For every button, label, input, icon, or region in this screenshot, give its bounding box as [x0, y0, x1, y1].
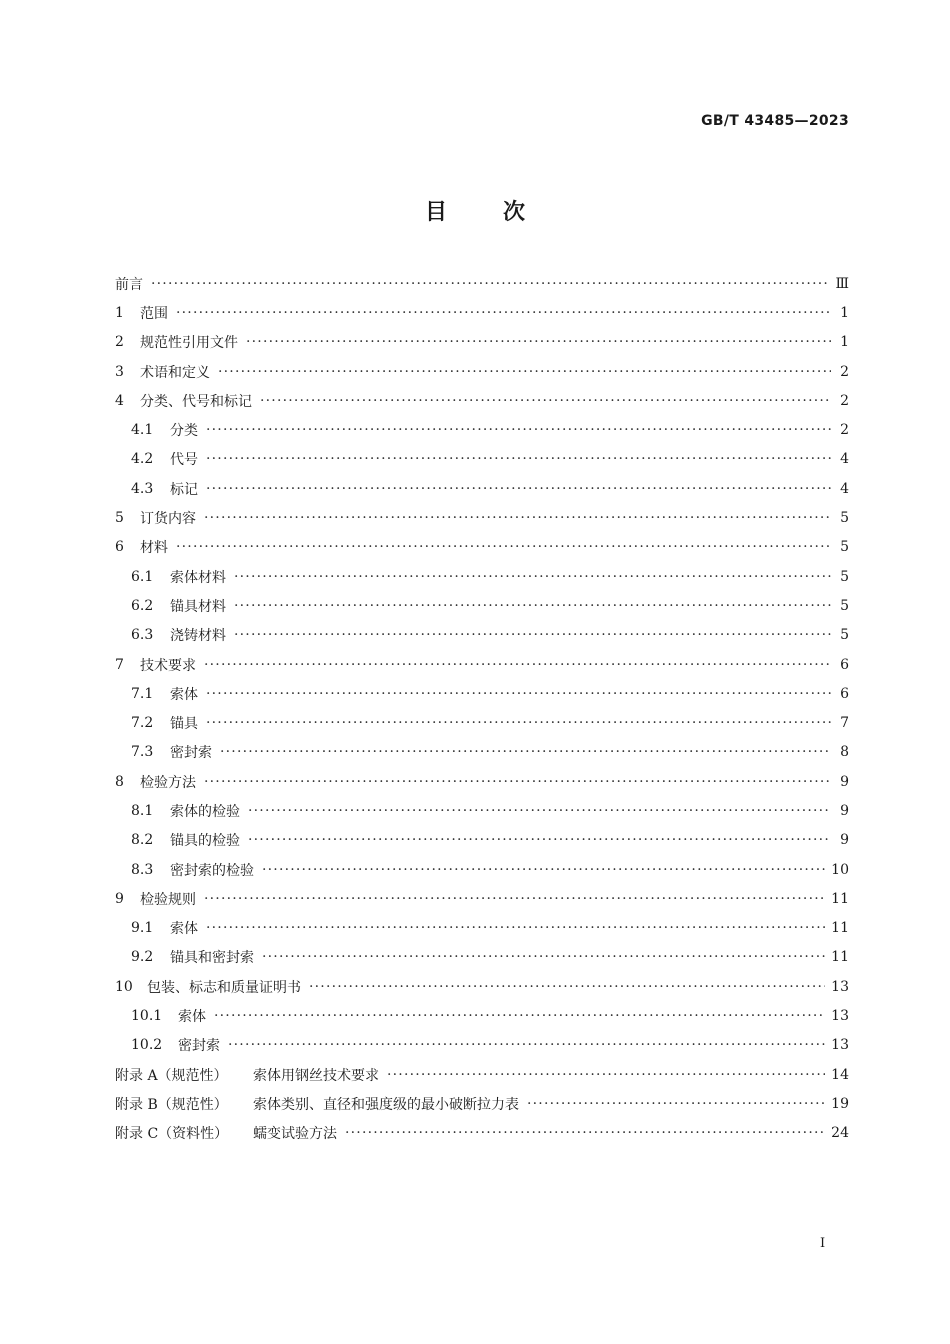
- toc-entry-foreword[interactable]: [115, 269, 849, 298]
- toc-entry-number: 10: [115, 978, 133, 995]
- toc-page-number: 13: [831, 1037, 849, 1054]
- toc-entry-number: 10.1: [131, 1008, 163, 1025]
- toc-dot-leader: [176, 539, 831, 555]
- toc-page-number: 5: [840, 627, 849, 644]
- toc-dot-leader: [218, 364, 831, 380]
- toc-dot-leader: [206, 715, 831, 731]
- toc-entry-label: 锚具: [170, 716, 198, 733]
- toc-dot-leader: [345, 1125, 825, 1141]
- toc-page-number: 4: [840, 480, 849, 497]
- toc-page-number: 2: [840, 422, 849, 439]
- toc-dot-leader: [248, 803, 831, 819]
- toc-entry-label: 分类: [170, 423, 198, 440]
- toc-entry-label: 规范性引用文件: [140, 335, 238, 352]
- toc-entry-7-3[interactable]: [115, 738, 849, 767]
- toc-dot-leader: [309, 979, 825, 995]
- toc-page-number: 13: [831, 1008, 849, 1025]
- toc-entry-9-2[interactable]: [115, 943, 849, 972]
- toc-entry-label: 检验方法: [140, 774, 196, 791]
- toc-page-number: Ⅲ: [835, 275, 849, 292]
- toc-page-number: 10: [831, 861, 849, 878]
- toc-entry-10-1[interactable]: [115, 1001, 849, 1030]
- toc-entry-10[interactable]: [115, 972, 849, 1001]
- toc-entry-number: 4.1: [131, 422, 154, 439]
- toc-entry-number: 7: [115, 656, 124, 673]
- toc-entry-number: 10.2: [131, 1037, 163, 1054]
- toc-entry-number: 6.1: [131, 568, 154, 585]
- toc-dot-leader: [206, 686, 831, 702]
- toc-entry-number: 附录 A（规范性）: [115, 1067, 228, 1084]
- toc-entry-annex-b[interactable]: [115, 1089, 849, 1118]
- toc-entry-number: 6.3: [131, 627, 154, 644]
- toc-page-number: 6: [840, 656, 849, 673]
- toc-entry-label: 术语和定义: [140, 364, 210, 381]
- toc-entry-number: 8.3: [131, 861, 154, 878]
- toc-dot-leader: [206, 920, 825, 936]
- toc-dot-leader: [214, 1008, 825, 1024]
- toc-entry-number: 8.2: [131, 832, 154, 849]
- toc-page-number: 5: [840, 568, 849, 585]
- toc-entry-9-1[interactable]: [115, 914, 849, 943]
- toc-entry-label: 前言: [115, 276, 143, 293]
- toc-entry-number: 7.3: [131, 744, 154, 761]
- toc-entry-8[interactable]: [115, 767, 849, 796]
- toc-entry-number: 附录 B（规范性）: [115, 1096, 228, 1113]
- toc-dot-leader: [234, 598, 831, 614]
- toc-entry-10-2[interactable]: [115, 1031, 849, 1060]
- toc-dot-leader: [527, 1096, 825, 1112]
- toc-page-number: 7: [840, 715, 849, 732]
- toc-page-number: 5: [840, 510, 849, 527]
- toc-entry-number: 7.2: [131, 715, 154, 732]
- page-folio: Ⅰ: [820, 1236, 826, 1251]
- toc-dot-leader: [151, 276, 829, 292]
- toc-entry-label: 索体类别、直径和强度级的最小破断拉力表: [253, 1096, 519, 1113]
- toc-entry-7-2[interactable]: [115, 708, 849, 737]
- toc-entry-6-2[interactable]: [115, 591, 849, 620]
- toc-entry-5[interactable]: [115, 503, 849, 532]
- toc-entry-number: 8.1: [131, 802, 154, 819]
- toc-entry-9[interactable]: [115, 884, 849, 913]
- toc-page-number: 9: [840, 832, 849, 849]
- toc-entry-label: 蠕变试验方法: [253, 1126, 337, 1143]
- toc-entry-label: 索体: [178, 1009, 206, 1026]
- toc-page-number: 14: [831, 1066, 849, 1083]
- toc-entry-number: 4.3: [131, 480, 154, 497]
- toc-entry-7[interactable]: [115, 650, 849, 679]
- toc-dot-leader: [262, 862, 825, 878]
- toc-dot-leader: [234, 627, 831, 643]
- toc-entry-label: 密封索: [170, 745, 212, 762]
- page-title: 目次: [424, 200, 581, 225]
- toc-entry-number: 5: [115, 510, 124, 527]
- toc-entry-number: 附录 C（资料性）: [115, 1126, 229, 1143]
- toc-entry-label: 锚具材料: [170, 598, 226, 615]
- toc-dot-leader: [206, 451, 831, 467]
- toc-dot-leader: [262, 949, 825, 965]
- toc-entry-label: 密封索: [178, 1038, 220, 1055]
- toc-dot-leader: [234, 569, 831, 585]
- toc-entry-annex-c[interactable]: [115, 1119, 849, 1148]
- toc-entry-label: 索体: [170, 686, 198, 703]
- toc-page-number: 9: [840, 802, 849, 819]
- toc-entry-label: 代号: [170, 452, 198, 469]
- toc-page-number: 9: [840, 773, 849, 790]
- toc-entry-number: 9: [115, 890, 124, 907]
- toc-entry-label: 索体的检验: [170, 803, 240, 820]
- toc-entry-label: 技术要求: [140, 657, 196, 674]
- toc-dot-leader: [204, 657, 831, 673]
- toc-page-number: 13: [831, 978, 849, 995]
- toc-entry-2[interactable]: [115, 328, 849, 357]
- toc-page-number: 1: [840, 334, 849, 351]
- toc-page-number: 11: [831, 890, 849, 907]
- toc-entry-label: 索体: [170, 921, 198, 938]
- toc-page-number: 24: [831, 1125, 849, 1142]
- toc-entry-number: 6.2: [131, 597, 154, 614]
- toc-entry-4-3[interactable]: [115, 474, 849, 503]
- toc-page-number: 2: [840, 392, 849, 409]
- toc-entry-number: 4.2: [131, 451, 154, 468]
- toc-dot-leader: [260, 393, 831, 409]
- toc-entry-number: 8: [115, 773, 124, 790]
- toc-entry-label: 密封索的检验: [170, 862, 254, 879]
- toc-entry-number: 9.1: [131, 920, 154, 937]
- toc-entry-label: 锚具和密封索: [170, 950, 254, 967]
- toc-entry-number: 4: [115, 392, 124, 409]
- toc-entry-label: 订货内容: [140, 511, 196, 528]
- toc-dot-leader: [220, 744, 831, 760]
- toc-entry-4-2[interactable]: [115, 445, 849, 474]
- toc-entry-label: 锚具的检验: [170, 833, 240, 850]
- toc-page-number: 6: [840, 685, 849, 702]
- toc-entry-number: 3: [115, 363, 124, 380]
- toc-entry-6[interactable]: [115, 533, 849, 562]
- toc-entry-number: 9.2: [131, 949, 154, 966]
- toc-dot-leader: [204, 774, 831, 790]
- table-of-contents: [115, 269, 849, 1148]
- toc-page-number: 2: [840, 363, 849, 380]
- toc-entry-8-3[interactable]: [115, 855, 849, 884]
- toc-dot-leader: [228, 1037, 825, 1053]
- toc-entry-3[interactable]: [115, 357, 849, 386]
- toc-dot-leader: [206, 481, 831, 497]
- toc-page-number: 19: [831, 1095, 849, 1112]
- toc-entry-label: 范围: [140, 305, 168, 322]
- toc-dot-leader: [246, 334, 831, 350]
- standard-code: GB/T 43485—2023: [701, 113, 849, 129]
- toc-entry-label: 分类、代号和标记: [140, 393, 252, 410]
- toc-entry-7-1[interactable]: [115, 679, 849, 708]
- toc-entry-4-1[interactable]: [115, 415, 849, 444]
- toc-dot-leader: [206, 422, 831, 438]
- toc-entry-4[interactable]: [115, 386, 849, 415]
- toc-entry-number: 1: [115, 304, 124, 321]
- toc-dot-leader: [387, 1067, 825, 1083]
- toc-entry-8-2[interactable]: [115, 826, 849, 855]
- toc-entry-label: 检验规则: [140, 891, 196, 908]
- toc-page-number: 4: [840, 451, 849, 468]
- toc-page-number: 5: [840, 539, 849, 556]
- toc-entry-annex-a[interactable]: [115, 1060, 849, 1089]
- toc-entry-label: 包装、标志和质量证明书: [147, 979, 301, 996]
- toc-page-number: 8: [840, 744, 849, 761]
- toc-page-number: 11: [831, 949, 849, 966]
- toc-entry-number: 6: [115, 539, 124, 556]
- toc-page-number: 11: [831, 920, 849, 937]
- toc-entry-label: 标记: [170, 481, 198, 498]
- toc-entry-6-1[interactable]: [115, 562, 849, 591]
- toc-entry-number: 7.1: [131, 685, 154, 702]
- toc-dot-leader: [176, 305, 831, 321]
- toc-entry-label: 索体材料: [170, 569, 226, 586]
- toc-entry-label: 索体用钢丝技术要求: [253, 1067, 379, 1084]
- toc-entry-6-3[interactable]: [115, 621, 849, 650]
- toc-entry-number: 2: [115, 334, 124, 351]
- toc-entry-1[interactable]: [115, 298, 849, 327]
- toc-dot-leader: [204, 891, 825, 907]
- toc-page-number: 1: [840, 304, 849, 321]
- toc-page-number: 5: [840, 597, 849, 614]
- toc-dot-leader: [248, 832, 831, 848]
- toc-entry-label: 材料: [140, 540, 168, 557]
- toc-dot-leader: [204, 510, 831, 526]
- toc-entry-8-1[interactable]: [115, 796, 849, 825]
- toc-entry-label: 浇铸材料: [170, 628, 226, 645]
